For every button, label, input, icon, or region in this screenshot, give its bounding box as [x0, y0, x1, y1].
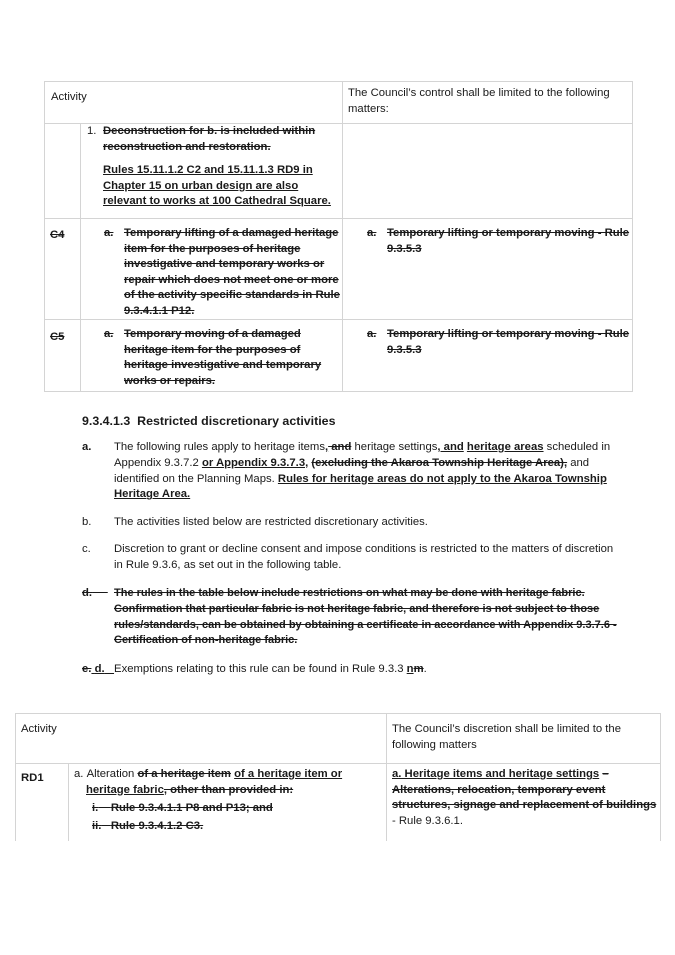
matter-letter: a.	[367, 227, 377, 239]
section-title: Restricted discretionary activities	[137, 414, 336, 428]
item-text-d-deleted: The rules in the table below include restrictions on what may be done with heritage fabric. Confirmation that particular fabric is not heritage fabric, and therefore is not subject to those rules/standards, can be obtained by obtaining a certificate in accordance with Appendix 9.3.7.6 - Certification of non-heritage fabric.	[114, 587, 617, 647]
inserted-run: or Appendix 9.3.7.3,	[201, 456, 309, 469]
activity-text-c4: Temporary lifting of a damaged heritage item for the purposes of heritage investigative and temporary works or repair which does not meet one or more of the activity specific standards in Rule 9.3.4.1.1 P12.	[124, 227, 340, 317]
inserted-run: of a heritage item or heritage fabric	[86, 768, 343, 796]
item-text-c: Discretion to grant or decline consent and impose conditions is restricted to the matters of discretion in Rule 9.3.6, as set out in the following table.	[114, 543, 614, 571]
text-run: .	[423, 663, 427, 675]
item-e	[82, 662, 622, 678]
matter-text-c5: Temporary lifting or temporary moving - Rule 9.3.5.3	[387, 328, 630, 356]
header-matters: The Council’s discretion shall be limited to the following matters	[392, 723, 621, 751]
item-label-c: c.	[82, 543, 91, 555]
activity-text-rd1	[74, 767, 386, 798]
header-matters: The Council’s control shall be limited to the following matters:	[348, 87, 610, 115]
matter-text-c4: Temporary lifting or temporary moving - Rule 9.3.5.3	[387, 227, 630, 255]
table-border	[15, 763, 661, 764]
sub-label: i.	[92, 802, 99, 814]
inserted-run: n	[406, 663, 414, 675]
label-run: d.	[82, 587, 93, 599]
deleted-run: of a heritage item	[137, 768, 231, 780]
item-text-a	[114, 440, 614, 503]
sub-item-ii	[92, 819, 203, 835]
item-letter: a.	[74, 768, 84, 780]
inserted-run: heritage areas	[466, 441, 544, 453]
item-label-b: b.	[82, 516, 92, 528]
item-label-a: a.	[82, 441, 92, 453]
table-border	[632, 81, 633, 392]
row-code-c4: C4	[50, 229, 65, 241]
item-letter: a.	[104, 227, 114, 239]
inserted-text: Rules 15.11.1.2 C2 and 15.11.1.3 RD9 in Chapter 15 on urban design are also relevant to works at 100 Cathedral Square.	[103, 164, 331, 208]
deleted-text: Deconstruction for b. is included within reconstruction and restoration.	[103, 125, 316, 153]
header-activity: Activity	[51, 91, 87, 103]
row-number: 1.	[87, 125, 97, 137]
inserted-run: , and	[437, 441, 464, 453]
table-border	[44, 81, 633, 82]
text-run: Exemptions relating to this rule can be found in Rule 9.3.3	[114, 663, 407, 675]
old-label: e.	[82, 663, 92, 675]
deleted-run: (excluding the Akaroa Township Heritage Area),	[311, 456, 568, 469]
text-run: and identified on the Planning Maps.	[114, 456, 590, 485]
inserted-run: a. Heritage items and heritage settings	[392, 768, 600, 780]
section-number: 9.3.4.1.3	[82, 414, 131, 428]
section-heading	[82, 414, 335, 428]
text-run: - Rule 9.3.6.1.	[392, 814, 463, 827]
inserted-run: Rules for heritage areas do not apply to the Akaroa Township Heritage Area.	[114, 472, 607, 501]
table-border	[44, 391, 633, 392]
table-border	[80, 123, 81, 392]
new-label: d.	[94, 663, 105, 675]
table-border	[68, 763, 69, 841]
item-letter: a.	[104, 328, 114, 340]
table-border	[15, 713, 16, 841]
header-activity: Activity	[21, 723, 57, 735]
deleted-run: m	[413, 663, 424, 675]
row-code-rd1: RD1	[21, 772, 44, 784]
inserted-run: ,	[324, 441, 329, 453]
matter-text-rd1	[392, 767, 657, 829]
text-run: scheduled in Appendix 9.3.7.2	[114, 441, 611, 469]
text-run: heritage settings	[351, 441, 438, 453]
table-border	[44, 81, 45, 392]
sub-item-i	[92, 801, 273, 817]
item-label-d-deleted	[82, 586, 114, 602]
table-border	[15, 713, 661, 714]
activity-text-c5: Temporary moving of a damaged heritage item for the purposes of heritage investigative and temporary works or repairs.	[124, 328, 322, 387]
table-border	[44, 218, 633, 219]
table-border	[342, 81, 343, 392]
item-text-b: The activities listed below are restricted discretionary activities.	[114, 516, 428, 528]
table-border	[660, 713, 661, 841]
sub-text: Rule 9.3.4.1.1 P8 and P13; and	[110, 802, 273, 814]
sub-text: Rule 9.3.4.1.2 C3.	[110, 820, 204, 832]
sub-label: ii.	[92, 820, 102, 832]
row-code-c5: C5	[50, 331, 65, 343]
text-run: Alteration	[86, 768, 138, 780]
deleted-run: , other than provided in:	[163, 783, 294, 796]
matter-letter: a.	[367, 328, 377, 340]
text-run: The following rules apply to heritage items	[114, 441, 325, 453]
table-border	[386, 713, 387, 841]
deleted-run: – Alterations, relocation, temporary event structures, signage and replacement of buildings	[392, 768, 657, 812]
deleted-run: and	[328, 441, 352, 453]
